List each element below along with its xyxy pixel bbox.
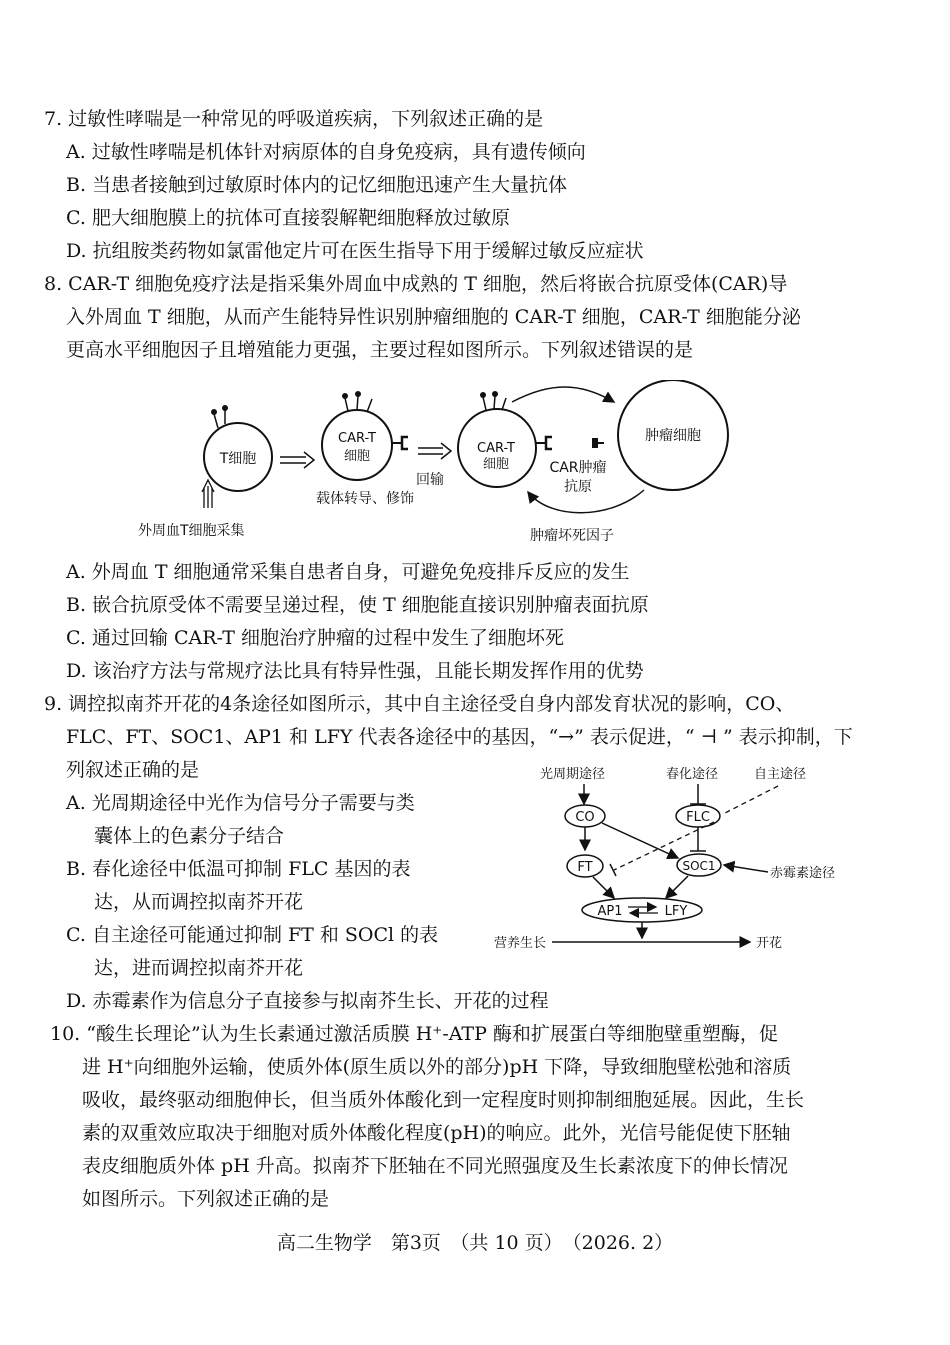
- car-tumor-antigen-label-line2: 抗原: [564, 479, 592, 495]
- q9-stem-line-3: 列叙述正确的是: [66, 759, 200, 781]
- q9-option-c-line2: 达，进而调控拟南芥开花: [94, 957, 304, 979]
- q10-stem-line-3: 吸收，最终驱动细胞伸长，但当质外体酸化到一定程度时则抑制细胞延展。因此，生长: [82, 1089, 805, 1111]
- car-t-process-diagram: [130, 380, 730, 555]
- q10-stem-line-5: 表皮细胞质外体 pH 升高。拟南芥下胚轴在不同光照强度及生长素浓度下的伸长情况: [82, 1155, 788, 1177]
- flowering-label: 开花: [756, 936, 783, 951]
- q10-stem-line-6: 如图所示。下列叙述正确的是: [82, 1188, 330, 1210]
- car-t-cell-1-label-line2: 细胞: [343, 449, 371, 464]
- tumor-necrosis-factor-label: 肿瘤坏死因子: [530, 528, 614, 544]
- q7-option-d: D. 抗组胺类药物如氯雷他定片可在医生指导下用于缓解过敏反应症状: [66, 240, 644, 262]
- car-t-cell-2-label-line1: CAR-T: [477, 441, 515, 456]
- ap1-label: AP1: [597, 904, 623, 919]
- q8-stem-line-1: 8. CAR-T 细胞免疫疗法是指采集外周血中成熟的 T 细胞，然后将嵌合抗原受体(CAR)导: [44, 273, 788, 295]
- flc-label: FLC: [686, 810, 710, 825]
- q8-option-b: B. 嵌合抗原受体不需要呈递过程，使 T 细胞能直接识别肿瘤表面抗原: [66, 594, 649, 616]
- q8-stem-line-2: 入外周血 T 细胞，从而产生能特异性识别肿瘤细胞的 CAR-T 细胞，CAR-T 细胞能分泌: [66, 306, 801, 328]
- lfy-label: LFY: [664, 904, 688, 919]
- q9-stem-line-1: 9. 调控拟南芥开花的4条途径如图所示，其中自主途径受自身内部发育状况的影响，CO、: [44, 693, 795, 715]
- q9-option-a-line2: 囊体上的色素分子结合: [94, 825, 285, 847]
- q8-stem-line-3: 更高水平细胞因子且增殖能力更强，主要过程如图所示。下列叙述错误的是: [66, 339, 694, 361]
- q10-stem-line-4: 素的双重效应取决于细胞对质外体酸化程度(pH)的响应。此外，光信号能促使下胚轴: [82, 1122, 791, 1144]
- q9-option-d: D. 赤霉素作为信息分子直接参与拟南芥生长、开花的过程: [66, 990, 549, 1012]
- q8-option-d: D. 该治疗方法与常规疗法比具有特异性强，且能长期发挥作用的优势: [66, 660, 644, 682]
- q9-option-c-line1: C. 自主途径可能通过抑制 FT 和 SOCl 的表: [66, 924, 439, 946]
- photoperiod-pathway-label: 光周期途径: [540, 767, 606, 782]
- vegetative-growth-label: 营养生长: [494, 936, 547, 951]
- q7-stem: 7. 过敏性哮喘是一种常见的呼吸道疾病，下列叙述正确的是: [44, 108, 544, 130]
- q9-stem-line-2: FLC、FT、SOC1、AP1 和 LFY 代表各途径中的基因，“→” 表示促进，“ ⊣ ” 表示抑制，下: [66, 726, 853, 748]
- gibberellin-pathway-label: 赤霉素途径: [770, 866, 836, 881]
- car-tumor-antigen-label-line1: CAR肿瘤: [549, 460, 607, 476]
- vernalization-pathway-label: 春化途径: [666, 767, 719, 782]
- q10-stem-line-2: 进 H⁺向细胞外运输，使质外体(原生质以外的部分)pH 下降，导致细胞壁松弛和溶质: [82, 1056, 792, 1078]
- q9-option-a-line1: A. 光周期途径中光作为信号分子需要与类: [66, 792, 415, 814]
- tumor-cell-label: 肿瘤细胞: [645, 428, 701, 444]
- q9-option-b-line1: B. 春化途径中低温可抑制 FLC 基因的表: [66, 858, 411, 880]
- q7-option-c: C. 肥大细胞膜上的抗体可直接裂解靶细胞释放过敏原: [66, 207, 510, 229]
- t-cell-label: T细胞: [219, 451, 257, 467]
- reinfusion-label: 回输: [416, 472, 444, 488]
- q8-option-c: C. 通过回输 CAR-T 细胞治疗肿瘤的过程中发生了细胞坏死: [66, 627, 564, 649]
- q10-stem-line-1: 10. “酸生长理论”认为生长素通过激活质膜 H⁺-ATP 酶和扩展蛋白等细胞壁重塑酶，促: [50, 1023, 778, 1045]
- vector-transduction-label: 载体转导、修饰: [316, 491, 414, 507]
- flowering-pathway-diagram: [488, 760, 858, 960]
- peripheral-blood-collection-label: 外周血T细胞采集: [138, 523, 245, 539]
- car-t-cell-1-label-line1: CAR-T: [338, 431, 376, 446]
- q7-option-b: B. 当患者接触到过敏原时体内的记忆细胞迅速产生大量抗体: [66, 174, 568, 196]
- q8-option-a: A. 外周血 T 细胞通常采集自患者自身，可避免免疫排斥反应的发生: [66, 561, 630, 583]
- soc1-label: SOC1: [682, 859, 716, 873]
- co-label: CO: [575, 810, 595, 825]
- page-footer: 高二生物学 第3页 （共 10 页） （2026. 2）: [276, 1232, 674, 1254]
- q7-option-a: A. 过敏性哮喘是机体针对病原体的自身免疫病，具有遗传倾向: [66, 141, 586, 163]
- ft-label: FT: [577, 860, 593, 875]
- q9-option-b-line2: 达，从而调控拟南芥开花: [94, 891, 304, 913]
- autonomous-pathway-label: 自主途径: [754, 767, 807, 782]
- car-t-cell-2-label-line2: 细胞: [482, 457, 510, 472]
